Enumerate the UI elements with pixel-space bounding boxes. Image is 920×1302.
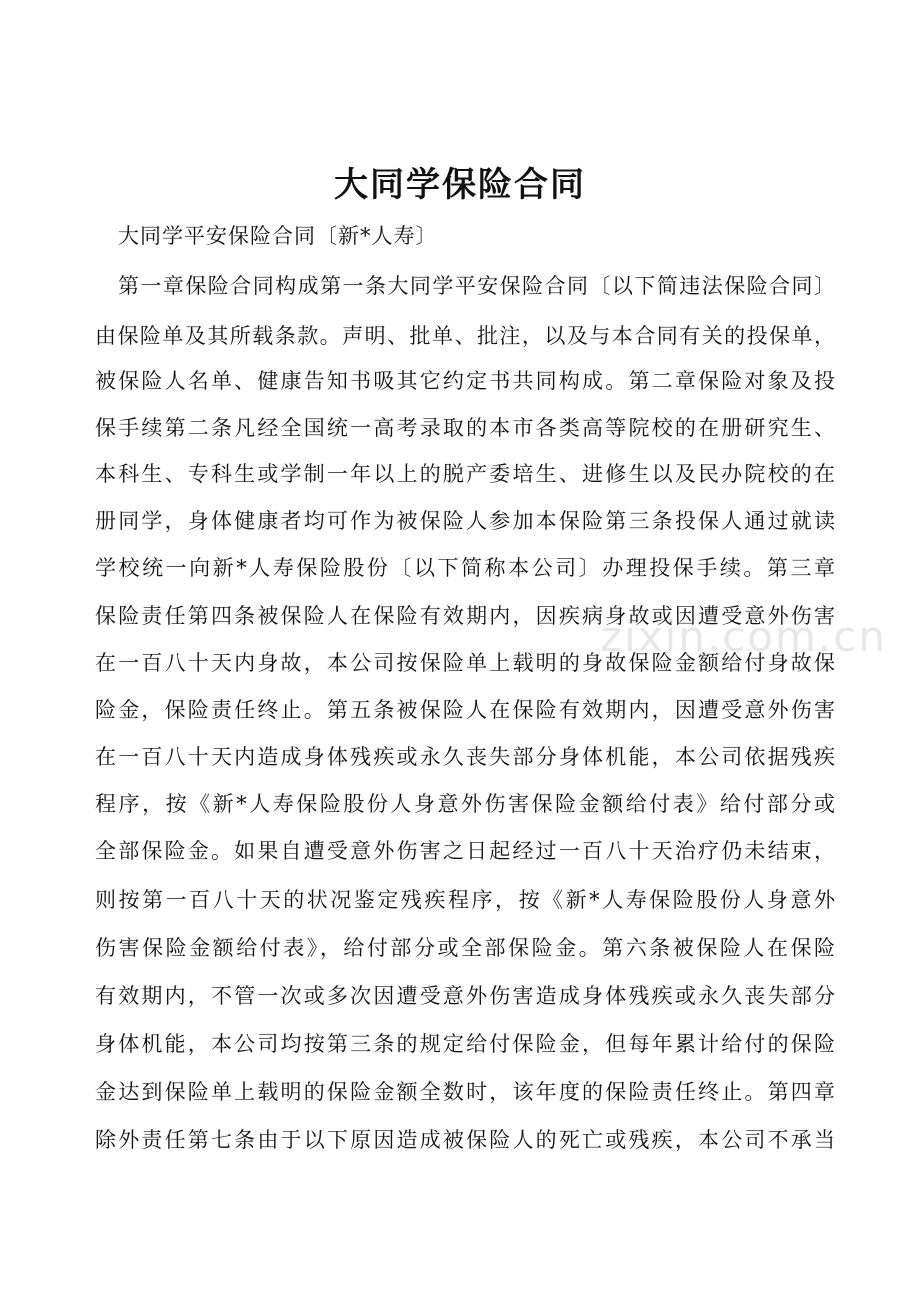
paragraph-line: 身体机能，本公司均按第三条的规定给付保险金，但每年累计给付的保险	[95, 1032, 835, 1056]
paragraph-line: 册同学，身体健康者均可作为被保险人参加本保险第三条投保人通过就读	[95, 509, 835, 533]
paragraph-line: 程序，按《新*人寿保险股份人身意外伤害保险金额给付表》给付部分或	[95, 792, 835, 816]
paragraph-line: 在一百八十天内造成身体残疾或永久丧失部分身体机能，本公司依据残疾	[95, 745, 835, 769]
paragraph-line: 被保险人名单、健康告知书吸其它约定书共同构成。第二章保险对象及投	[95, 369, 835, 393]
paragraph-line: 学校统一向新*人寿保险股份〔以下简称本公司〕办理投保手续。第三章	[95, 556, 835, 580]
document-title: 大同学保险合同	[334, 165, 586, 205]
paragraph-line: 保险责任第四条被保险人在保险有效期内，因疾病身故或因遭受意外伤害	[95, 604, 835, 628]
paragraph-line: 险金，保险责任终止。第五条被保险人在保险有效期内，因遭受意外伤害	[95, 698, 835, 722]
paragraph-line: 在一百八十天内身故，本公司按保险单上载明的身故保险金额给付身故保	[95, 651, 835, 675]
paragraph-line: 本科生、专科生或学制一年以上的脱产委培生、进修生以及民办院校的在	[95, 462, 835, 486]
paragraph-line: 除外责任第七条由于以下原因造成被保险人的死亡或残疾，本公司不承当	[95, 1128, 835, 1152]
document-subtitle: 大同学平安保险合同〔新*人寿〕	[118, 224, 438, 248]
watermark-text: zixin.com.cn	[600, 612, 887, 661]
paragraph-line: 金达到保险单上载明的保险金额全数时，该年度的保险责任终止。第四章	[95, 1080, 835, 1104]
paragraph-line: 伤害保险金额给付表》，给付部分或全部保险金。第六条被保险人在保险	[95, 936, 835, 960]
paragraph-line: 由保险单及其所载条款。声明、批单、批注，以及与本合同有关的投保单，	[95, 324, 835, 348]
paragraph-line: 全部保险金。如果自遭受意外伤害之日起经过一百八十天治疗仍未结束，	[95, 839, 835, 863]
paragraph-line: 有效期内，不管一次或多次因遭受意外伤害造成身体残疾或永久丧失部分	[95, 984, 835, 1008]
paragraph-line: 则按第一百八十天的状况鉴定残疾程序，按《新*人寿保险股份人身意外	[95, 888, 835, 912]
paragraph-line: 第一章保险合同构成第一条大同学平安保险合同〔以下简违法保险合同〕	[118, 274, 835, 298]
paragraph-line: 保手续第二条凡经全国统一高考录取的本市各类高等院校的在册研究生、	[95, 416, 835, 440]
